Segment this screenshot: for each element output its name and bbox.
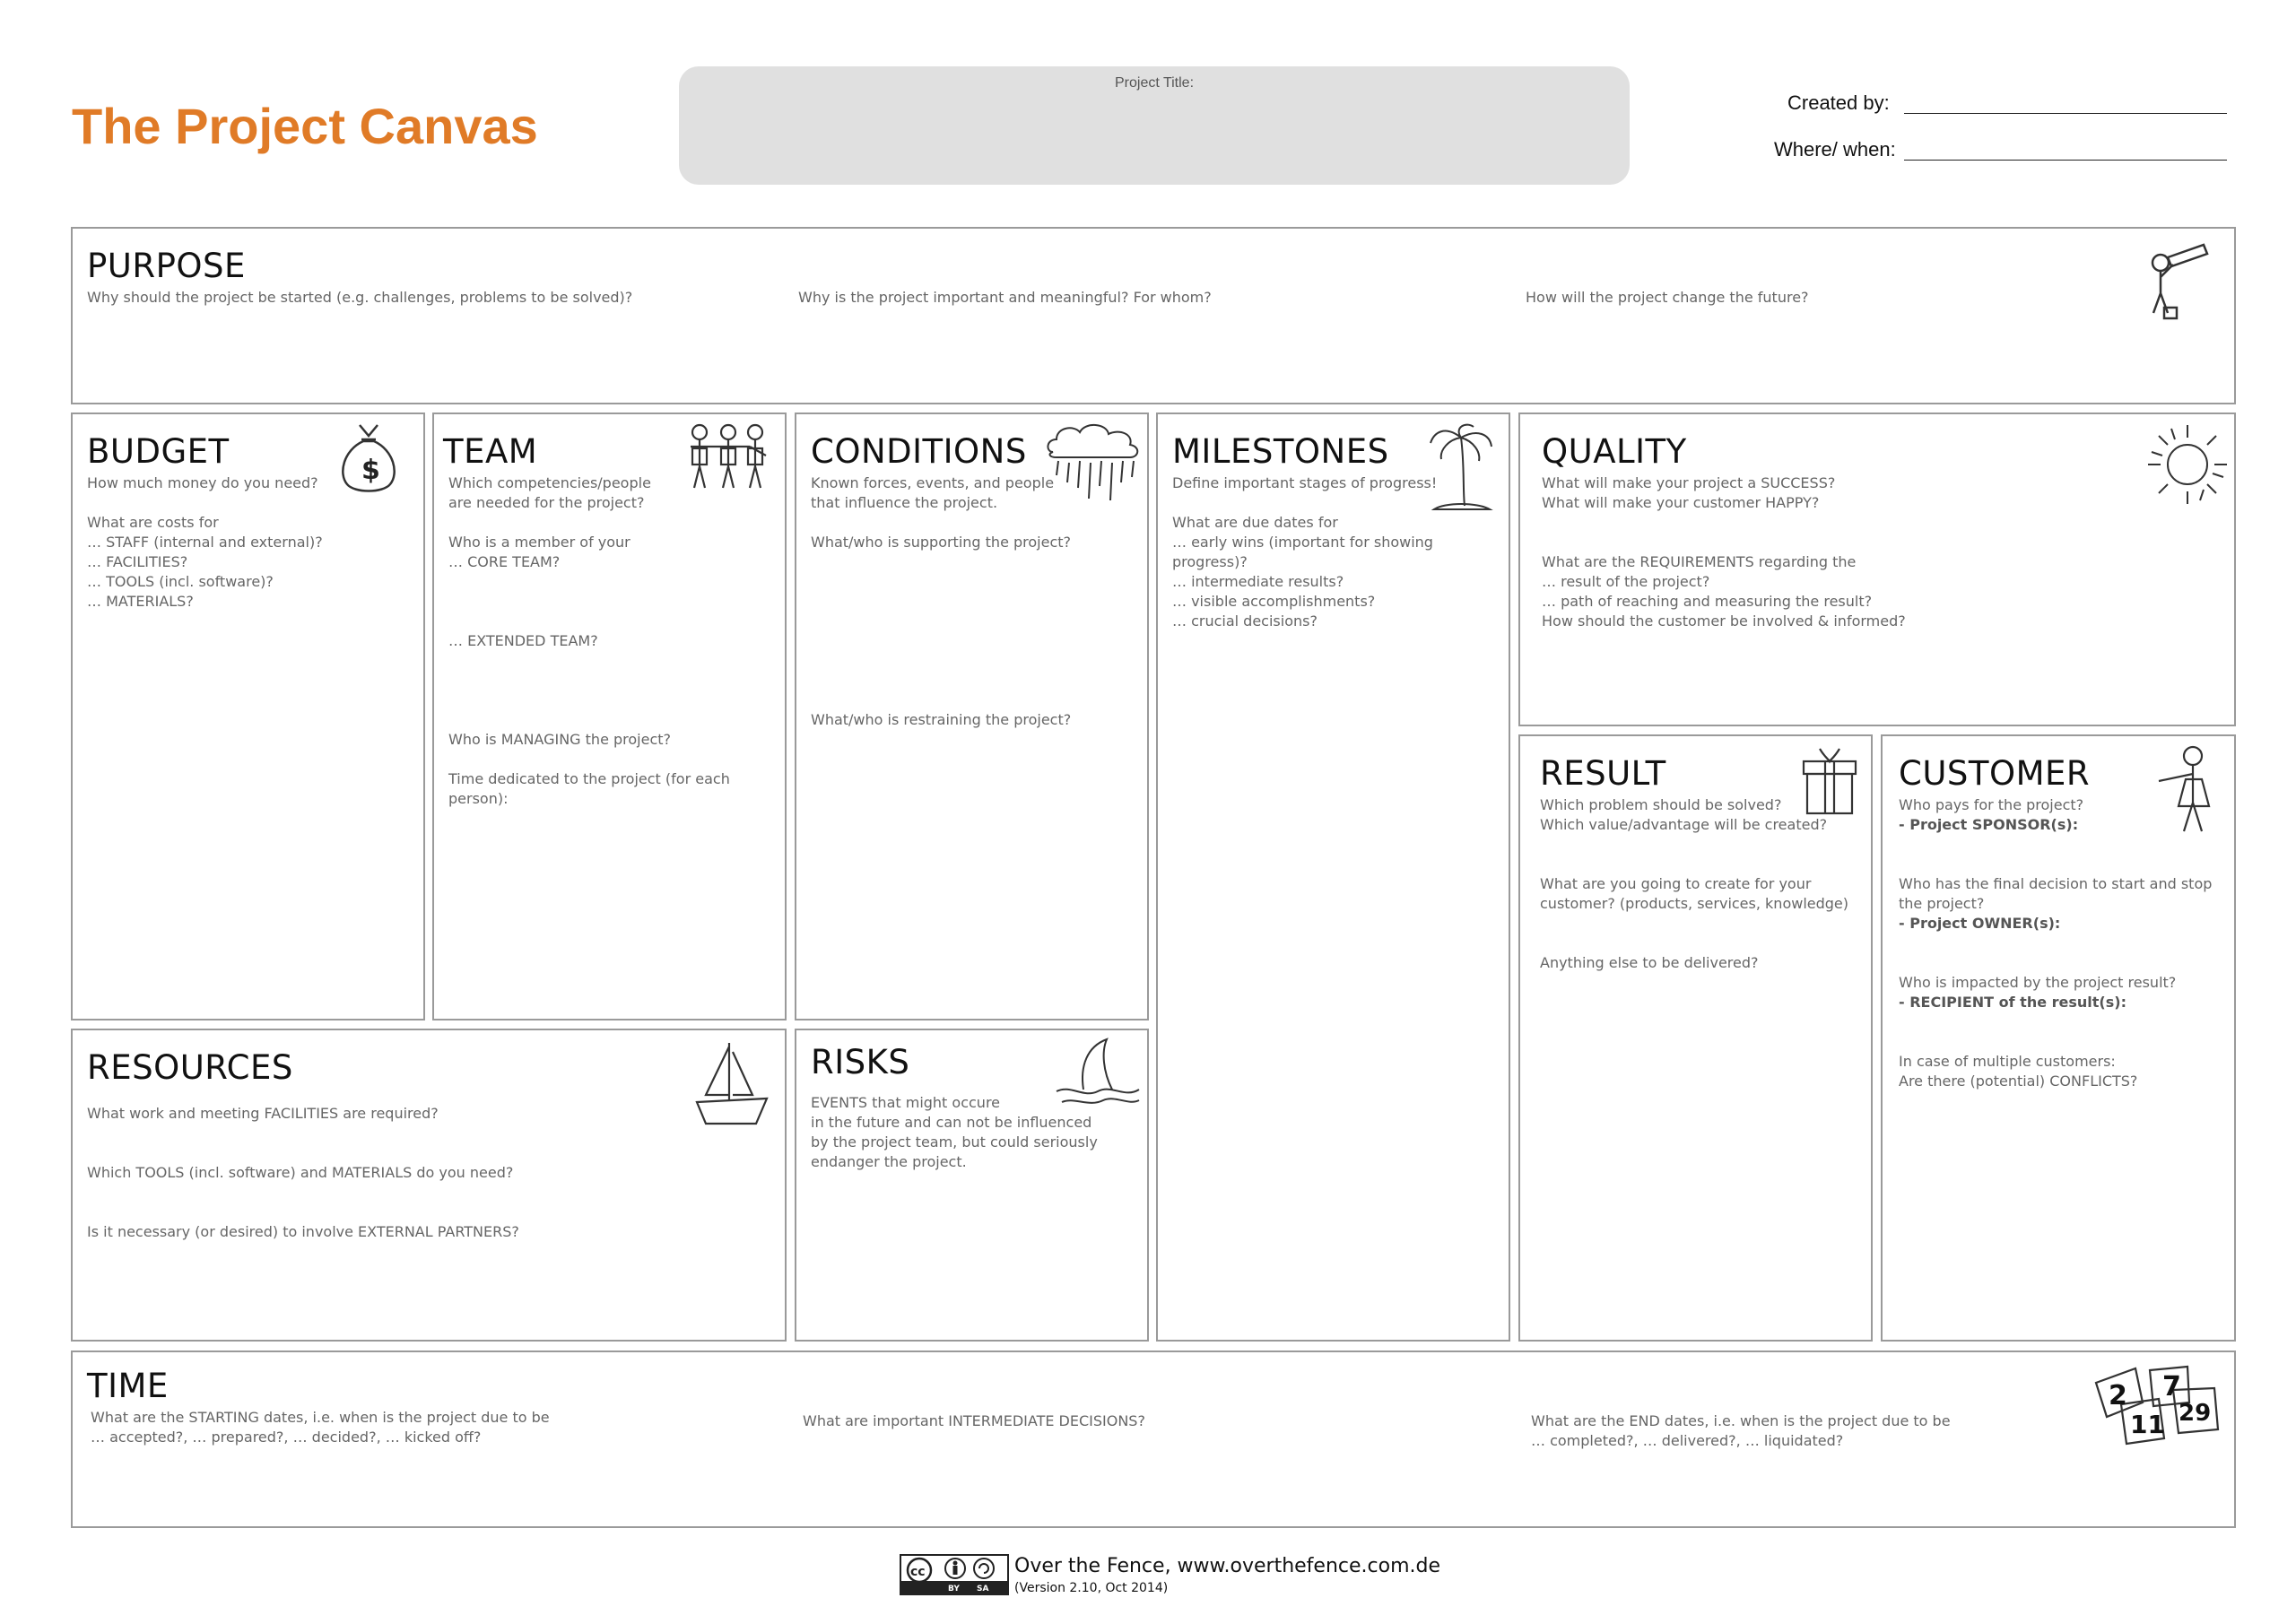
risks-heading: RISKS (811, 1043, 910, 1081)
footer-version: (Version 2.10, Oct 2014) (1014, 1581, 1169, 1595)
team-question-extended: … EXTENDED TEAM? (448, 632, 598, 649)
budget-heading: BUDGET (87, 432, 230, 471)
license-by: BY (948, 1585, 960, 1594)
created-by-field[interactable] (1904, 113, 2227, 114)
page-title: The Project Canvas (72, 98, 538, 154)
budget-section[interactable] (71, 413, 425, 1020)
resources-question-facilities: What work and meeting FACILITIES are required? (87, 1105, 439, 1122)
result-section[interactable] (1518, 734, 1873, 1342)
rain-cloud-icon (1044, 420, 1144, 524)
money-bag-icon (335, 420, 403, 495)
team-question-managing: Who is MANAGING the project? (448, 731, 672, 748)
telescope-figure-icon (2144, 238, 2216, 324)
figure-icon (2153, 743, 2213, 837)
customer-recipient-label: - RECIPIENT of the result(s): (1899, 994, 2126, 1011)
purpose-heading: PURPOSE (87, 247, 246, 285)
team-section[interactable] (432, 413, 787, 1020)
license-sa: SA (977, 1585, 989, 1594)
team-figures-icon (685, 420, 771, 495)
customer-question-conflicts: In case of multiple customers: Are there (potential) CONFLICTS? (1899, 1053, 2138, 1090)
quality-section[interactable] (1518, 413, 2236, 726)
cc-by-sa-icon (900, 1554, 1009, 1595)
shark-fin-icon (1053, 1036, 1143, 1111)
result-question-create: What are you going to create for your customer? (products, services, knowledge) (1540, 875, 1848, 912)
risks-section[interactable] (795, 1029, 1149, 1342)
time-question-end: What are the END dates, i.e. when is the project due to be … completed?, … delivered?, … liquidated? (1531, 1412, 1951, 1449)
quality-heading: QUALITY (1542, 432, 1687, 471)
resources-section[interactable] (71, 1029, 787, 1342)
calendar-number-2: 2 (2109, 1380, 2127, 1411)
calendar-number-29: 29 (2179, 1400, 2212, 1427)
team-question-time-dedicated: Time dedicated to the project (for each person): (448, 770, 730, 807)
milestones-section[interactable] (1156, 413, 1510, 1342)
customer-question-decision: Who has the final decision to start and stop the project? (1899, 875, 2213, 912)
result-question-problem: Which problem should be solved? Which value/advantage will be created? (1540, 796, 1828, 833)
budget-question-costs: What are costs for … STAFF (internal and external)? … FACILITIES? … TOOLS (incl. software)? … MATERIALS? (87, 514, 323, 610)
where-when-label: Where/ when: (1774, 138, 1896, 161)
milestones-question-stages: Define important stages of progress! (1172, 474, 1438, 491)
customer-owner-label: - Project OWNER(s): (1899, 915, 2061, 932)
purpose-question-why-important: Why is the project important and meaningful? For whom? (798, 289, 1212, 306)
customer-sponsor-label: - Project SPONSOR(s): (1899, 816, 2079, 833)
time-question-intermediate: What are important INTERMEDIATE DECISIONS? (803, 1412, 1145, 1429)
calendar-pages-icon (2089, 1363, 2223, 1449)
sun-icon (2144, 421, 2231, 508)
purpose-question-why-start: Why should the project be started (e.g. challenges, problems to be solved)? (87, 289, 633, 306)
sailboat-icon (693, 1039, 770, 1129)
purpose-question-future: How will the project change the future? (1526, 289, 1809, 306)
calendar-number-11: 11 (2130, 1410, 2165, 1439)
where-when-row (1774, 138, 2258, 165)
resources-question-tools: Which TOOLS (incl. software) and MATERIALS do you need? (87, 1164, 514, 1181)
project-title-field[interactable] (679, 66, 1630, 185)
time-question-starting: What are the STARTING dates, i.e. when is the project due to be … accepted?, … prepared?, … decided?, … kicked off? (91, 1409, 550, 1446)
resources-heading: RESOURCES (87, 1048, 293, 1087)
customer-section[interactable] (1881, 734, 2236, 1342)
project-title-label: Project Title: (1114, 75, 1195, 91)
team-heading: TEAM (443, 432, 538, 471)
risks-question-events: EVENTS that might occure in the future and can not be influenced by the project team, but could seriously endanger the project. (811, 1094, 1098, 1170)
license-cc: cc (910, 1565, 926, 1579)
conditions-question-forces: Known forces, events, and people that influence the project. (811, 474, 1055, 511)
quality-question-success: What will make your project a SUCCESS? What will make your customer HAPPY? (1542, 474, 1836, 511)
conditions-section[interactable] (795, 413, 1149, 1020)
quality-question-requirements: What are the REQUIREMENTS regarding the … result of the project? … path of reaching and measuring the result? How should the customer be involved & informed? (1542, 553, 1906, 630)
milestones-heading: MILESTONES (1172, 432, 1389, 471)
created-by-label: Created by: (1787, 91, 1890, 114)
resources-question-external: Is it necessary (or desired) to involve EXTERNAL PARTNERS? (87, 1223, 519, 1240)
conditions-question-supporting: What/who is supporting the project? (811, 534, 1072, 551)
customer-question-impacted: Who is impacted by the project result? (1899, 974, 2177, 991)
customer-heading: CUSTOMER (1899, 754, 2091, 793)
time-heading: TIME (87, 1367, 169, 1405)
result-question-anything-else: Anything else to be delivered? (1540, 954, 1759, 971)
budget-question-money: How much money do you need? (87, 474, 318, 491)
svg-text:$: $ (361, 455, 380, 486)
where-when-field[interactable] (1904, 160, 2227, 161)
team-question-competencies: Which competencies/people are needed for the project? (448, 474, 651, 511)
team-question-core: Who is a member of your … CORE TEAM? (448, 534, 631, 570)
result-heading: RESULT (1540, 754, 1666, 793)
milestones-question-due-dates: What are due dates for … early wins (important for showing progress)? … intermediate results? … visible accomplishments? … crucial decisions? (1172, 514, 1433, 630)
footer-credit[interactable]: Over the Fence, www.overthefence.com.de (1014, 1555, 1440, 1577)
customer-question-pays: Who pays for the project? (1899, 796, 2084, 813)
purpose-section[interactable] (71, 227, 2236, 404)
gift-box-icon (1800, 745, 1859, 817)
time-section[interactable] (71, 1350, 2236, 1528)
conditions-heading: CONDITIONS (811, 432, 1027, 471)
created-by-row (1787, 91, 2254, 118)
palm-island-icon (1427, 420, 1495, 515)
calendar-number-7: 7 (2162, 1371, 2181, 1403)
conditions-question-restraining: What/who is restraining the project? (811, 711, 1072, 728)
